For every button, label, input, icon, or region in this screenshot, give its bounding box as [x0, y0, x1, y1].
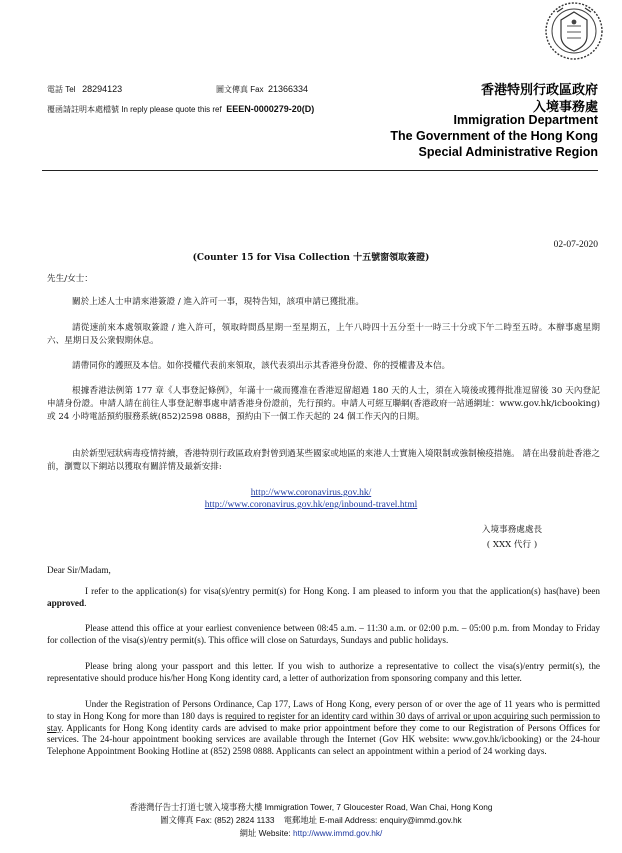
counter-notice: (Counter 15 for Visa Collection 十五號窗領取簽證)	[192, 253, 430, 263]
registration-requirement: required to register for an identity card within 30 days of arrival or upon acquiring such permission to stay	[47, 710, 601, 733]
fax-number: 21366334	[268, 84, 309, 94]
footer-fax-label: 圖文傳真 Fax:	[160, 815, 212, 825]
tel-number: 28294123	[82, 84, 123, 94]
tel-label: 電話 Tel	[47, 85, 76, 94]
government-name-en-line2: Special Administrative Region	[418, 145, 598, 159]
paragraph-en-approval	[47, 586, 600, 610]
footer-fax: (852) 2824 1133	[214, 815, 275, 825]
paragraph-en-documents: Please bring along your passport and this letter. If you wish to authorize a representative to collect the visa(s)/entry permit(s), the representative should produce his/her Hong Kong identity card, a letter of authorization from sponsoring company and this letter.	[47, 661, 600, 683]
fax-label: 圖文傳真 Fax	[216, 85, 264, 94]
government-name-en-line1: The Government of the Hong Kong	[390, 129, 598, 143]
reference-number: EEEN-0000279-20(D)	[226, 104, 315, 114]
footer-address: 香港灣仔告士打道七號入境事務大樓 Immigration Tower, 7 Gloucester Road, Wan Chai, Hong Kong	[129, 802, 493, 812]
coronavirus-link[interactable]: http://www.coronavirus.gov.hk/	[250, 488, 372, 498]
paragraph-zh-coronavirus: 由於新型冠狀病毒疫情持續，香港特別行政區政府對曾到過某些國家或地區的來港人士實施入境限制或強制檢疫措施。 請在出發前赴香港之前，瀏覽以下網站以獲取有關詳情及最新安排:	[47, 449, 600, 472]
paragraph-en-registration	[47, 699, 600, 758]
inbound-travel-link[interactable]: http://www.coronavirus.gov.hk/eng/inbound-travel.html	[204, 500, 418, 510]
department-name-zh: 入境事務處	[532, 100, 598, 115]
footer-contact	[0, 814, 622, 826]
footer-website	[0, 827, 622, 839]
header-divider	[42, 170, 598, 171]
footer-email-label: 電郵地址 E-mail Address:	[283, 815, 378, 825]
paragraph-zh-registration: 根據香港法例第 177 章《人事登記條例》，年滿十一歲而獲准在香港逗留超過 180 天的人士，須在入境後或獲得批准逗留後 30 天內登記申請身份證。申請人請在前往人事登記辦事處申請香港身份證前，先行預約。申請人可經互聯網(香港政府一站通網址：www.gov.hk/icbooking) 或 24 小時電話預約服務系統(852)2598 0888，預約由下一個工作天起的 24 個工作天內的日期。	[47, 386, 600, 422]
tel-line	[47, 84, 122, 95]
paragraph-zh-collection: 請從速前來本處領取簽證 / 進入許可，領取時間爲星期一至星期五，上午八時四十五分至十一時三十分或下午二時至五時。本辦事處星期六、星期日及公衆假期休息。	[47, 323, 600, 346]
government-name-zh: 香港特別行政區政府	[480, 83, 598, 98]
registration-text: Under the Registration of Persons Ordinance, Cap 177, Laws of Hong Kong, every person of or over the age of 11 years who is permitted to stay in Hong Kong for more than 180 days is	[47, 699, 600, 721]
fax-line	[216, 84, 308, 95]
salutation-en: Dear Sir/Madam,	[47, 565, 111, 575]
links-block	[0, 487, 622, 511]
footer-website-link[interactable]: http://www.immd.gov.hk/	[293, 828, 383, 838]
footer-email[interactable]: enquiry@immd.gov.hk	[379, 815, 462, 825]
approved-word: approved	[47, 597, 85, 608]
paragraph-zh-approval: 關於上述人士申請來港簽證 / 進入許可一事，現特告知，該項申請已獲批准。	[72, 297, 364, 307]
reference-line	[47, 104, 314, 115]
department-name-en: Immigration Department	[453, 113, 598, 127]
registration-booking-text: . Applicants for Hong Kong identity cards are advised to make prior appointment before they come to our Registration of Persons Offices for services. The 24-hour appointment booking services are available through the Internet (Gov HK website: www.gov.hk/icbooking) or the 24-hour Telephone Appointment Booking Hotline at (852) 2598 0888. Applicants can select an appointment within a period of 24 working days.	[47, 722, 600, 757]
footer-website-label: 網址 Website:	[239, 828, 291, 838]
approval-period: .	[84, 597, 87, 608]
signoff-zh	[452, 523, 572, 553]
salutation-zh: 先生/女士：	[47, 274, 93, 284]
immigration-emblem-icon	[543, 0, 605, 62]
letter-date: 02-07-2020	[553, 240, 598, 250]
reference-label: 覆函請註明本處檔號 In reply please quote this ref	[47, 105, 222, 114]
signoff-signatory: ( XXX 代行 )	[486, 540, 538, 550]
signoff-title: 入境事務處處長	[481, 525, 543, 535]
approval-text: I refer to the application(s) for visa(s)/entry permit(s) for Hong Kong. I am pleased to inform you that the application(s) has(have) been	[85, 586, 600, 596]
paragraph-en-collection: Please attend this office at your earliest convenience between 08:45 a.m. – 11:30 a.m. or 02:00 p.m. – 05:00 p.m. from Monday to Friday for collection of the visa(s)/entry permit(s). This office will close on Saturdays, Sundays and public holidays.	[47, 623, 600, 645]
paragraph-zh-documents: 請帶同你的護照及本信。如你授權代表前來領取，該代表須出示其香港身份證、你的授權書及本信。	[72, 361, 451, 371]
